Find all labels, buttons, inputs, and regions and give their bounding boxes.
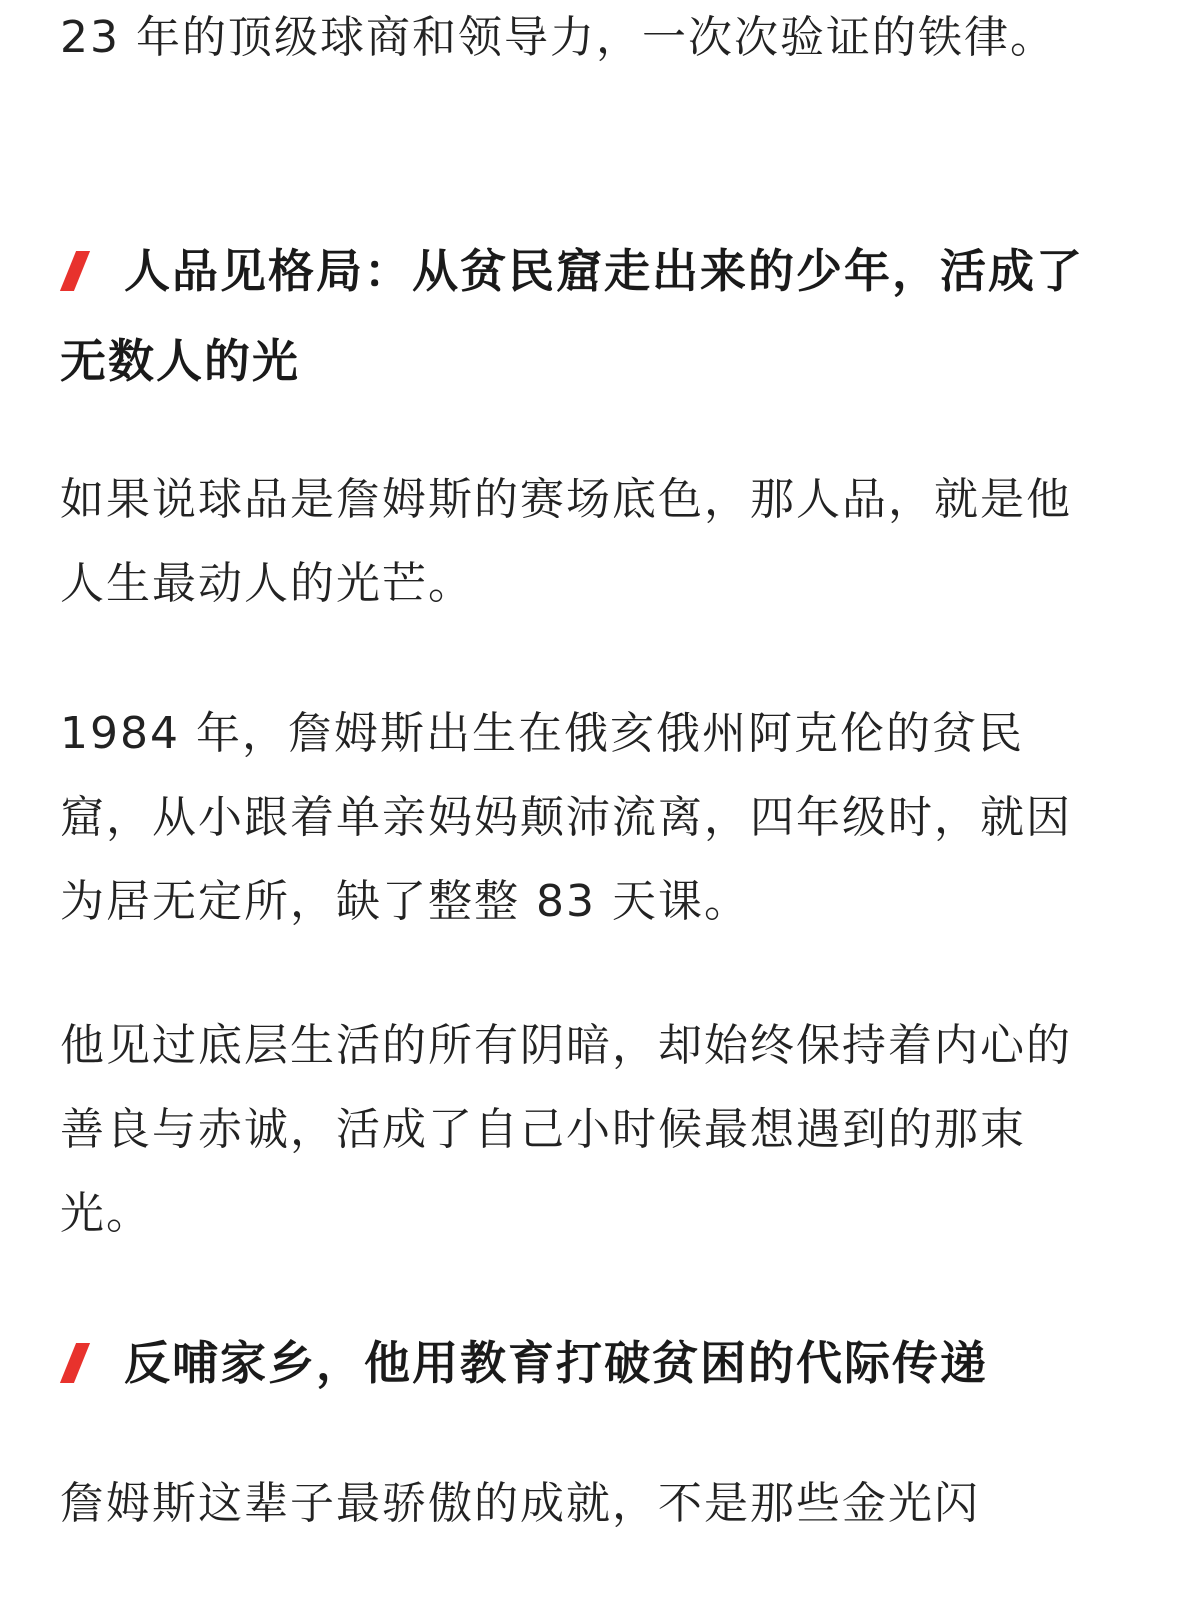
red-slash-icon [60, 1343, 90, 1383]
section-heading-text: 人品见格局：从贫民窟走出来的少年，活成了无数人的光 [60, 244, 1084, 388]
paragraph: 23 年的顶级球商和领导力，一次次验证的铁律。 [60, 12, 1056, 63]
paragraph: 如果说球品是詹姆斯的赛场底色，那人品，就是他人生最动人的光芒。 [60, 474, 1072, 609]
paragraph: 1984 年，詹姆斯出生在俄亥俄州阿克伦的贫民窟，从小跟着单亲妈妈颠沛流离，四年级时，就因为居无定所，缺了整整 83 天课。 [60, 708, 1072, 927]
section-heading [60, 226, 1100, 406]
red-slash-icon [60, 251, 90, 291]
paragraph: 詹姆斯这辈子最骄傲的成就，不是那些金光闪 [60, 1478, 980, 1529]
section-heading-text: 反哺家乡，他用教育打破贫困的代际传递 [124, 1336, 988, 1390]
paragraph: 他见过底层生活的所有阴暗，却始终保持着内心的善良与赤诚，活成了自己小时候最想遇到的那束光。 [60, 1020, 1072, 1239]
section-heading [60, 1318, 1100, 1408]
